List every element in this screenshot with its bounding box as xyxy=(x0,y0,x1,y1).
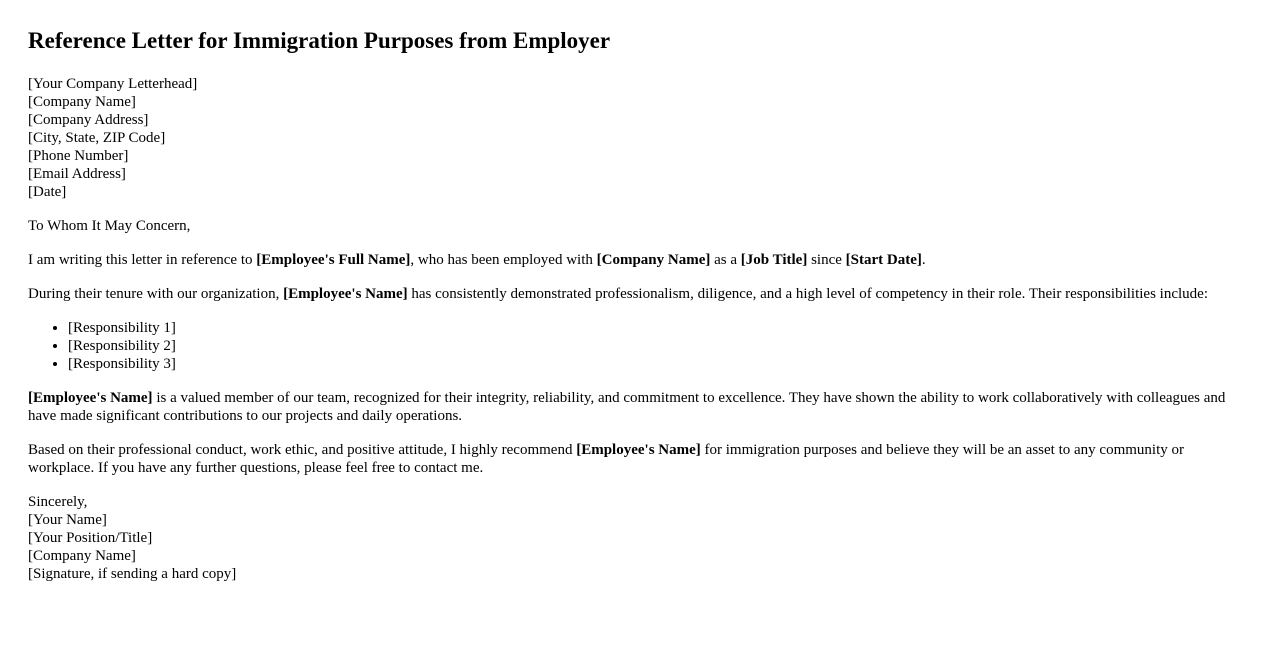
company-name: [Company Name] xyxy=(596,252,711,268)
salutation: To Whom It May Concern, xyxy=(28,218,191,234)
intro-text: , who has been employed with xyxy=(410,252,597,268)
intro-text: . xyxy=(921,252,926,268)
employee-name: [Employee's Name] xyxy=(576,442,701,458)
email-address-line: [Email Address] xyxy=(28,166,126,182)
valued-member-paragraph xyxy=(28,389,1250,425)
signer-position: [Your Position/Title] xyxy=(28,530,153,546)
start-date: [Start Date] xyxy=(845,252,922,268)
letterhead-line: [Your Company Letterhead] xyxy=(28,76,198,92)
signature-note: [Signature, if sending a hard copy] xyxy=(28,566,237,582)
company-address-line: [Company Address] xyxy=(28,112,149,128)
employee-full-name: [Employee's Full Name] xyxy=(256,252,411,268)
intro-paragraph xyxy=(28,251,1250,269)
recommendation-paragraph xyxy=(28,441,1250,477)
tenure-text: During their tenure with our organization, xyxy=(28,286,284,302)
recommendation-text: Based on their professional conduct, work ethic, and positive attitude, I highly recommend xyxy=(28,442,577,458)
list-item: • [Responsibility 2] xyxy=(68,337,1250,355)
employee-name: [Employee's Name] xyxy=(283,286,408,302)
responsibilities-list xyxy=(28,319,1250,373)
company-name-line: [Company Name] xyxy=(28,94,136,110)
tenure-paragraph xyxy=(28,285,1250,303)
phone-number-line: [Phone Number] xyxy=(28,148,129,164)
closing-block xyxy=(28,493,1250,583)
date-line: [Date] xyxy=(28,184,67,200)
valued-member-text: is a valued member of our team, recognized for their integrity, reliability, and commitment to excellence. They have shown the ability to work collaboratively with colleagues and have made significant contributions to our projects and daily operations. xyxy=(28,390,1226,424)
recommendation-text: for immigration purposes and believe they will be an asset to any community or workplace. If you have any further questions, please feel free to contact me. xyxy=(28,442,1184,476)
intro-text: as a xyxy=(710,252,741,268)
city-state-zip-line: [City, State, ZIP Code] xyxy=(28,130,166,146)
tenure-text: has consistently demonstrated professionalism, diligence, and a high level of competency in their role. Their responsibilities include: xyxy=(407,286,1208,302)
intro-text: since xyxy=(807,252,846,268)
list-item: • [Responsibility 1] xyxy=(68,319,1250,337)
employee-name: [Employee's Name] xyxy=(28,390,153,406)
signer-name: [Your Name] xyxy=(28,512,107,528)
job-title: [Job Title] xyxy=(740,252,808,268)
closing-sincerely: Sincerely, xyxy=(28,494,88,510)
letterhead-block xyxy=(28,75,1250,201)
signer-company: [Company Name] xyxy=(28,548,136,564)
list-item: • [Responsibility 3] xyxy=(68,355,1250,373)
intro-text: I am writing this letter in reference to xyxy=(28,252,257,268)
page-title: Reference Letter for Immigration Purposes from Employer xyxy=(28,28,611,53)
